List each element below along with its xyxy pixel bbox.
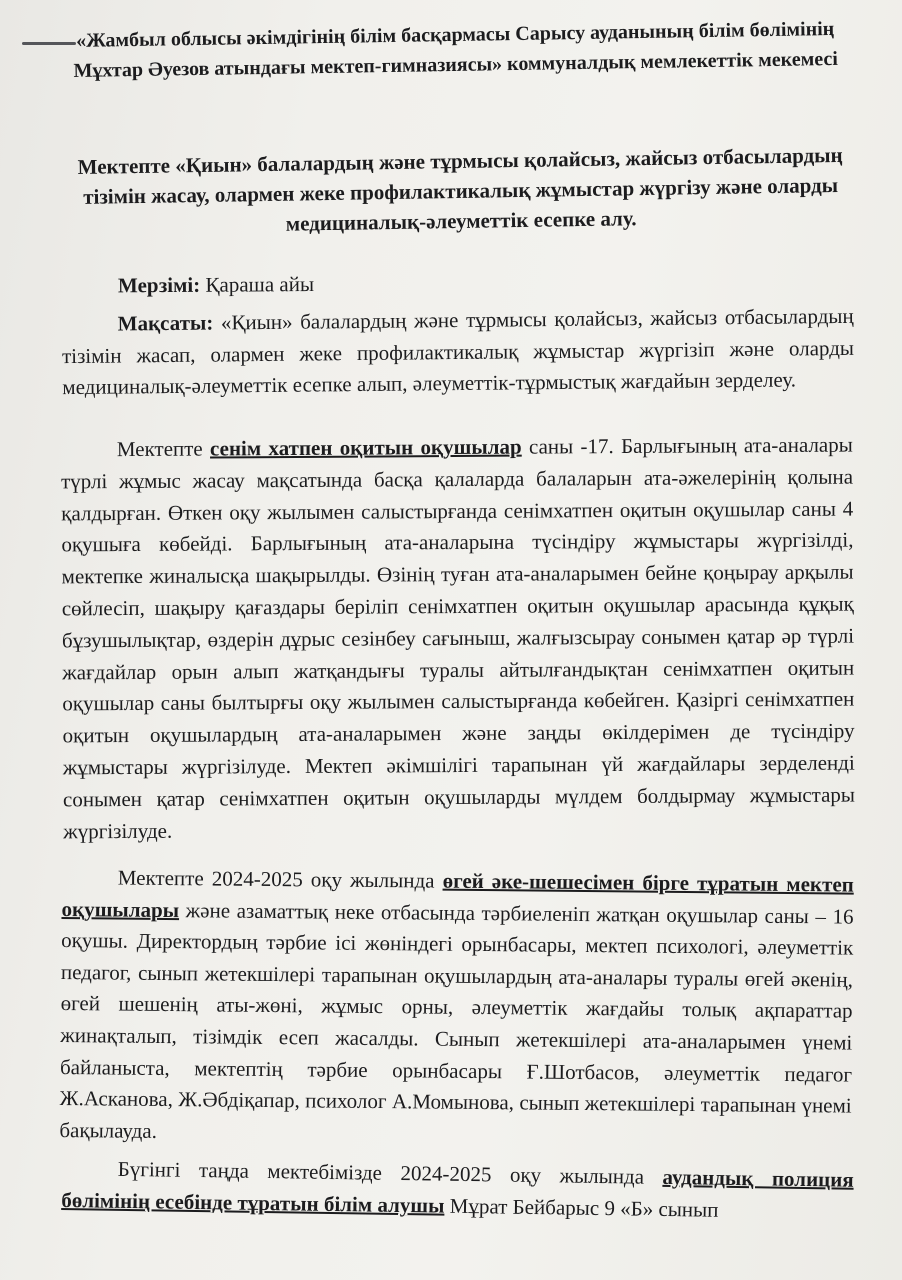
paragraph-trust-students	[61, 430, 856, 848]
para3-highlight: аудандық полиция бөлімінің есебінде тұратын білім алушы	[61, 1164, 854, 1218]
para2-after: және азаматтық неке отбасында тәрбиеленіп жатқан оқушылар саны – 16 оқушы. Директордың тәрбие ісі жөніндегі орынбасары, мектеп психологі, әлеуметтік педагог, сынып жетекшілері тарапынан оқушылардың ата-аналары туралы өгей әкенің, өгей шешенің аты-жөні, жұмыс орны, әлеуметтік жағдайы толық ақпараттар жинақталып, тізімдік есеп жасалды. Сынып жетекшілері ата-аналарымен үнемі байланыста, мектептің тәрбие орынбасары Ғ.Шотбасов, әлеуметтік педагог Ж.Асканова, Ж.Әбдіқапар, психолог А.Момынова, сынып жетекшілері тарапынан үнемі бақылауда.	[59, 897, 854, 1143]
para1-highlight: сенім хатпен оқитын оқушылар	[209, 434, 522, 461]
purpose-paragraph	[62, 301, 855, 404]
corner-mark	[22, 42, 76, 45]
para3-before: Бүгінгі таңда мектебімізде 2024-2025 оқу жылында	[117, 1156, 645, 1189]
para1-after: саны -17. Барлығының ата-аналары түрлі жұмыс жасау мақсатында басқа қалаларда балаларын ата-әжелерінің қолына қалдырған. Өткен оқу жылымен салыстырғанда сенімхатпен оқитын оқушылар саны 4 оқушыға көбейді. Барлығының ата-аналарына түсіндіру жұмыстары жүргізілді, мектепке жиналысқа шақырылды. Өзінің туған ата-аналарымен бейне қоңырау арқылы сөйлесіп, шақыру қағаздары беріліп сенімхатпен оқитын оқушылар арасында құқық бұзушылықтар, өздерін дұрыс сезінбеу сағыныш, жалғызсырау сонымен қатар әр түрлі жағдайлар орын алып жатқандығы туралы айтылғандықтан сенімхатпен оқитын оқушылар саны былтырғы оқу жылымен салыстырғанда көбейген. Қазіргі сенімхатпен оқитын оқушылардың ата-аналарымен және заңды өкілдерімен де түсіндіру жұмыстары жүргізілуде. Мектеп әкімшілігі тарапынан үй жағдайлары зерделенді сонымен қатар сенімхатпен оқитын оқушыларды мүлдем болдырмау жұмыстары жүргізілуде.	[60, 432, 856, 843]
paragraph-stepparent-students	[59, 862, 854, 1154]
purpose-text: «Қиын» балалардың және тұрмысы қолайсыз, жайсыз отбасылардың тізімін жасап, олармен жеке профилактикалық жұмыстар жүргізіп және оларды медициналық-әлеуметтік есепке алып, әлеуметтік-тұрмыстық жағдайын зерделеу.	[61, 303, 855, 400]
term-value: Қараша айы	[205, 272, 315, 297]
para3-after: Мұрат Бейбарыс 9 «Б» сынып	[449, 1193, 719, 1222]
para1-before: Мектепте	[116, 436, 203, 462]
purpose-label: Мақсаты:	[117, 310, 214, 336]
para2-before: Мектепте 2024-2025 оқу жылында	[117, 865, 435, 893]
term-label: Мерзімі:	[117, 272, 201, 298]
paragraph-police-registry	[61, 1153, 854, 1228]
para2-highlight: өгей әке-шешесімен бірге тұратын мектеп оқушылары	[61, 868, 854, 922]
organization-header: «Жамбыл облысы әкімдігінің білім басқармасы Сарысу ауданының білім бөлімінің Мұхтар Әуезов атындағы мектеп-гимназиясы» коммуналдық мемлекеттік мекемесі	[73, 17, 838, 82]
document-title: Мектепте «Қиын» балалардың және тұрмысы қолайсыз, жайсыз отбасылардың тізімін жасау, олармен жеке профилактикалық жұмыстар жүргізу және оларды медициналық-әлеуметтік есепке алу.	[77, 142, 843, 236]
term-line	[62, 265, 854, 302]
